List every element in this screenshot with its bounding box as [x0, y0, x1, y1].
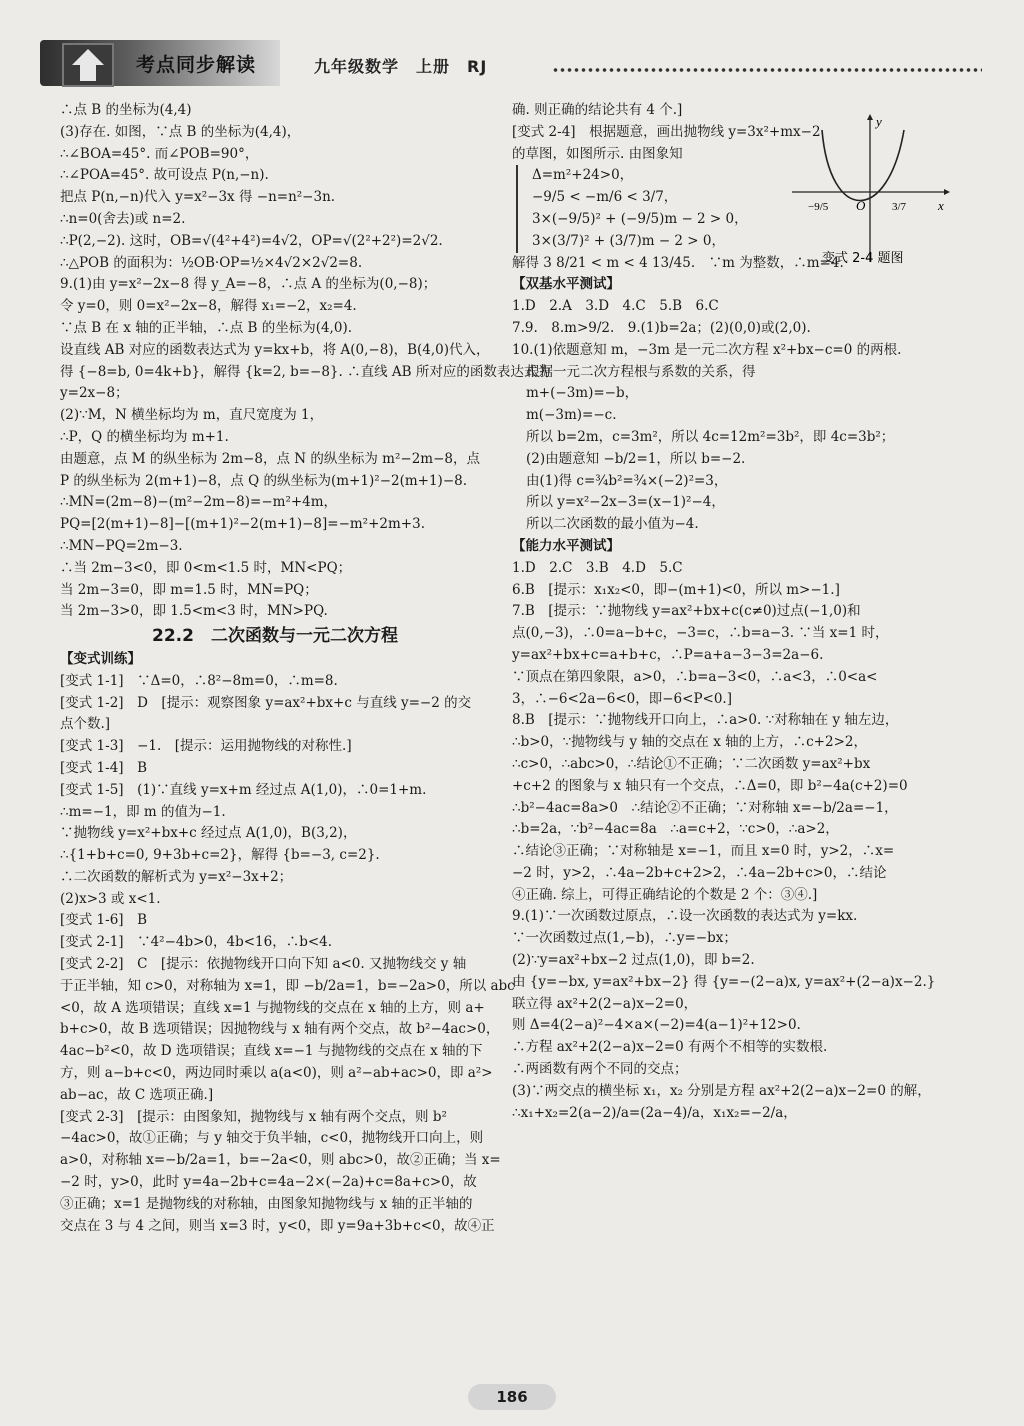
parabola-graph: [792, 112, 952, 272]
header-dotted-rule: [552, 66, 982, 74]
text-line: ∵一次函数过点(1,−b)，∴y=−bx；: [512, 930, 737, 947]
text-line: 当 2m−3>0，即 1.5<m<3 时，MN>PQ.: [60, 603, 328, 620]
text-line: ∴b>0，∵抛物线与 y 轴的交点在 x 轴的上方，∴c+2>2，: [512, 734, 867, 751]
text-line: 7.B [提示：∵抛物线 y=ax²+bx+c(c≠0)过点(−1,0)和: [512, 603, 861, 620]
text-line: 的草图，如图所示. 由图象知: [512, 145, 683, 162]
text-line: ∴c>0，∴abc>0，∴结论①不正确；∵二次函数 y=ax²+bx: [512, 755, 871, 772]
text-line: ∵点 B 在 x 轴的正半轴，∴点 B 的坐标为(4,0).: [60, 319, 352, 336]
text-line: ∴P，Q 的横坐标均为 m+1.: [60, 428, 229, 445]
text-line: 4ac−b²<0，故 D 选项错误；直线 x=−1 与抛物线的交点在 x 轴的下: [60, 1043, 483, 1060]
text-line: 所以二次函数的最小值为−4.: [526, 516, 699, 533]
text-line: 设直线 AB 对应的函数表达式为 y=kx+b，将 A(0,−8)，B(4,0)代入，: [60, 341, 490, 358]
left-column: [60, 100, 551, 1237]
text-line: 根据一元二次方程根与系数的关系，得: [526, 363, 756, 380]
text-line: 所以 y=x²−2x−3=(x−1)²−4，: [526, 494, 725, 511]
section-title: 22.2 二次函数与一元二次方程: [152, 626, 398, 647]
inequality-line: Δ=m²+24>0，: [516, 165, 787, 187]
text-line: −2 时，y>0，此时 y=4a−2b+c=4a−2×(−2a)+c=8a+c>0，故: [60, 1174, 477, 1191]
text-line: 10.(1)依题意知 m，−3m 是一元二次方程 x²+bx−c=0 的两根.: [512, 341, 902, 358]
text-line: ∴MN=(2m−8)−(m²−2m−8)=−m²+4m，: [60, 494, 338, 511]
text-line: 点个数.]: [60, 716, 111, 733]
text-line: −4ac>0，故①正确；与 y 轴交于负半轴，c<0，抛物线开口向上，则: [60, 1130, 484, 1147]
text-line: 所以 b=2m，c=3m²，所以 4c=12m²=3b²，即 4c=3b²；: [526, 428, 895, 445]
parabola-figure: [792, 112, 952, 272]
y-axis-arrow-icon: [867, 114, 873, 120]
text-line: 1.D 2.C 3.B 4.D 5.C: [512, 559, 683, 576]
text-line: b+c>0，故 B 选项错误；因抛物线与 x 轴有两个交点，故 b²−4ac>0，: [60, 1021, 500, 1038]
text-line: (3)存在. 如图，∵点 B 的坐标为(4,4)，: [60, 123, 301, 140]
text-line: −2 时，y>2，∴4a−2b+c+2>2，∴4a−2b+c>0，∴结论: [512, 864, 887, 881]
text-line: ∴n=0(舍去)或 n=2.: [60, 210, 186, 227]
header-title: 考点同步解读: [136, 54, 257, 76]
text-line: m+(−3m)=−b，: [526, 385, 639, 402]
text-line: [变式 2-3] [提示：由图象知，抛物线与 x 轴有两个交点，则 b²: [60, 1108, 447, 1125]
text-line: 把点 P(n,−n)代入 y=x²−3x 得 −n=n²−3n.: [60, 189, 336, 206]
text-line: [变式 1-6] B: [60, 912, 147, 929]
text-line: [变式 2-2] C [提示：依抛物线开口向下知 a<0. 又抛物线交 y 轴: [60, 956, 467, 973]
x-axis-arrow-icon: [944, 189, 950, 195]
text-line: (2)由题意知 −b/2=1，所以 b=−2.: [526, 450, 746, 467]
text-line: 方，则 a−b+c<0，两边同时乘以 a(a<0)，则 a²−ab+ac>0，即 a²>: [60, 1065, 493, 1082]
text-line: ∴P(2,−2). 这时，OB=√(4²+4²)=4√2，OP=√(2²+2²)=2√2.: [60, 232, 443, 249]
text-line: (2)∵M，N 横坐标均为 m，直尺宽度为 1，: [60, 407, 324, 424]
book-logo-icon: [62, 43, 114, 87]
header-subtitle: 九年级数学 上册 RJ: [314, 57, 488, 76]
text-line: 由题意，点 M 的纵坐标为 2m−8，点 N 的纵坐标为 m²−2m−8，点: [60, 450, 480, 467]
page-number: 186: [468, 1384, 556, 1410]
text-line: [变式 1-2] D [提示：观察图象 y=ax²+bx+c 与直线 y=−2 的交: [60, 694, 472, 711]
text-line: ∴当 2m−3<0，即 0<m<1.5 时，MN<PQ；: [60, 559, 352, 576]
inequality-line: −9/5 < −m/6 < 3/7，: [516, 187, 787, 209]
text-line: [变式 1-4] B: [60, 759, 147, 776]
subsection-heading: 【能力水平测试】: [512, 537, 620, 554]
text-line: ∴∠POA=45°. 故可设点 P(n,−n).: [60, 167, 269, 184]
text-line: 点(0,−3)，∴0=a−b+c，−3=c，∴b=a−3. ∵当 x=1 时，: [512, 625, 889, 642]
text-line: 1.D 2.A 3.D 4.C 5.B 6.C: [512, 298, 719, 315]
text-line: ∴△POB 的面积为：½OB·OP=½×4√2×2√2=8.: [60, 254, 363, 271]
text-line: [变式 1-1] ∵Δ=0，∴8²−8m=0，∴m=8.: [60, 672, 338, 689]
text-line: <0，故 A 选项错误；直线 x=1 与抛物线的交点在 x 轴的上方，则 a+: [60, 999, 485, 1016]
text-line: [变式 1-3] −1. [提示：运用抛物线的对称性.]: [60, 738, 352, 755]
text-line: 解得 3 8/21 < m < 4 13/45. ∵m 为整数，∴m=4.: [512, 254, 844, 271]
text-line: [变式 2-1] ∵4²−4b>0，4b<16，∴b<4.: [60, 934, 333, 951]
text-line: ∴点 B 的坐标为(4,4): [60, 102, 192, 118]
left-root-label: −9/5: [808, 201, 829, 213]
text-line: (2)x>3 或 x<1.: [60, 890, 161, 907]
origin-label: O: [856, 198, 866, 213]
text-line: ∴{1+b+c=0, 9+3b+c=2}，解得 {b=−3, c=2}.: [60, 847, 380, 864]
text-line: 7.9. 8.m>9/2. 9.(1)b=2a；(2)(0,0)或(2,0).: [512, 319, 811, 336]
text-line: ∴二次函数的解析式为 y=x²−3x+2；: [60, 868, 293, 885]
text-line: ∴结论③正确；∵对称轴是 x=−1，而且 x=0 时，y>2，∴x=: [512, 843, 895, 860]
text-line: 则 Δ=4(2−a)²−4×a×(−2)=4(a−1)²+12>0.: [512, 1017, 801, 1034]
text-line: y=ax²+bx+c=a+b+c，∴P=a+a−3−3=2a−6.: [512, 646, 824, 663]
text-line: 令 y=0，则 0=x²−2x−8，解得 x₁=−2，x₂=4.: [60, 298, 357, 315]
text-line: 8.B [提示：∵抛物线开口向上，∴a>0. ∵对称轴在 y 轴左边，: [512, 712, 899, 729]
text-line: 当 2m−3=0，即 m=1.5 时，MN=PQ；: [60, 581, 318, 598]
figure-caption: 变式 2-4 题图: [822, 251, 904, 266]
text-line: [变式 2-4] 根据题意，画出抛物线 y=3x²+mx−2: [512, 123, 821, 140]
inequality-line: 3×(3/7)² + (3/7)m − 2 > 0，: [516, 231, 787, 253]
text-line: [变式 1-5] (1)∵直线 y=x+m 经过点 A(1,0)，∴0=1+m.: [60, 781, 427, 798]
text-line: ab−ac，故 C 选项正确.]: [60, 1086, 214, 1103]
text-line: ∴MN−PQ=2m−3.: [60, 537, 183, 554]
text-line: (2)∵y=ax²+bx−2 过点(1,0)，即 b=2.: [512, 952, 755, 969]
x-axis-label: x: [938, 198, 944, 213]
text-line: 由 {y=−bx, y=ax²+bx−2} 得 {y=−(2−a)x, y=ax²+(2−a)x−2.}: [512, 973, 936, 990]
text-line: 交点在 3 与 4 之间，则当 x=3 时，y<0，即 y=9a+3b+c<0，故④正: [60, 1217, 495, 1234]
text-line: P 的纵坐标为 2(m+1)−8，点 Q 的纵坐标为(m+1)²−2(m+1)−8.: [60, 472, 468, 489]
text-line: m(−3m)=−c.: [526, 407, 617, 424]
y-axis-label: y: [876, 114, 882, 129]
inequality-line: 3×(−9/5)² + (−9/5)m − 2 > 0，: [516, 209, 787, 231]
text-line: ∴b=2a，∵b²−4ac=8a ∴a=c+2，∵c>0，∴a>2，: [512, 821, 839, 838]
text-line: 9.(1)由 y=x²−2x−8 得 y_A=−8，∴点 A 的坐标为(0,−8)；: [60, 276, 437, 293]
text-line: ∴两函数有两个不同的交点；: [512, 1061, 688, 1078]
text-line: ④正确. 综上，可得正确结论的个数是 2 个：③④.]: [512, 886, 818, 903]
right-root-label: 3/7: [892, 201, 907, 213]
text-line: a>0，对称轴 x=−b/2a=1，b=−2a<0，则 abc>0，故②正确；当 x=: [60, 1152, 501, 1169]
text-line: 联立得 ax²+2(2−a)x−2=0，: [512, 995, 698, 1012]
text-line: 于正半轴，知 c>0，对称轴为 x=1，即 −b/2a=1，b=−2a>0，所以 abc: [60, 977, 515, 994]
page-header: [40, 40, 990, 88]
text-line: 得 {−8=b, 0=4k+b}，解得 {k=2, b=−8}. ∴直线 AB 所对应的函数表达式为: [60, 363, 551, 380]
text-line: ③正确；x=1 是抛物线的对称轴，由图象知抛物线与 x 轴的正半轴的: [60, 1195, 473, 1212]
header-banner: [40, 40, 280, 86]
text-line: PQ=[2(m+1)−8]−[(m+1)²−2(m+1)−8]=−m²+2m+3.: [60, 516, 425, 533]
text-line: 确. 则正确的结论共有 4 个.]: [512, 102, 683, 118]
text-line: ∴m=−1，即 m 的值为−1.: [60, 803, 226, 820]
text-line: +c+2 的图象与 x 轴只有一个交点，∴Δ=0，即 b²−4a(c+2)=0: [512, 777, 908, 794]
text-line: 6.B [提示：x₁x₂<0，即−(m+1)<0，所以 m>−1.]: [512, 581, 840, 598]
text-line: ∵抛物线 y=x²+bx+c 经过点 A(1,0)，B(3,2)，: [60, 825, 357, 842]
text-line: 9.(1)∵一次函数过原点，∴设一次函数的表达式为 y=kx.: [512, 908, 858, 925]
text-line: ∴x₁+x₂=2(a−2)/a=(2a−4)/a，x₁x₂=−2/a，: [512, 1104, 797, 1121]
text-line: ∴∠BOA=45°. 而∠POB=90°，: [60, 145, 259, 162]
text-line: y=2x−8；: [60, 385, 129, 402]
text-line: ∵顶点在第四象限，a>0，∴b=a−3<0，∴a<3，∴0<a<: [512, 668, 878, 685]
text-line: (3)∵两交点的横坐标 x₁，x₂ 分别是方程 ax²+2(2−a)x−2=0 的解，: [512, 1082, 931, 1099]
parabola-curve: [822, 130, 904, 201]
subsection-heading: 【双基水平测试】: [512, 276, 620, 293]
text-line: 由(1)得 c=¾b²=¾×(−2)²=3，: [526, 472, 728, 489]
text-line: ∴b²−4ac=8a>0 ∴结论②不正确；∵对称轴 x=−b/2a=−1，: [512, 799, 898, 816]
subsection-heading: 【变式训练】: [60, 650, 141, 667]
text-line: ∴方程 ax²+2(2−a)x−2=0 有两个不相等的实数根.: [512, 1039, 828, 1056]
text-line: 3，∴−6<2a−6<0，即−6<P<0.]: [512, 690, 732, 707]
